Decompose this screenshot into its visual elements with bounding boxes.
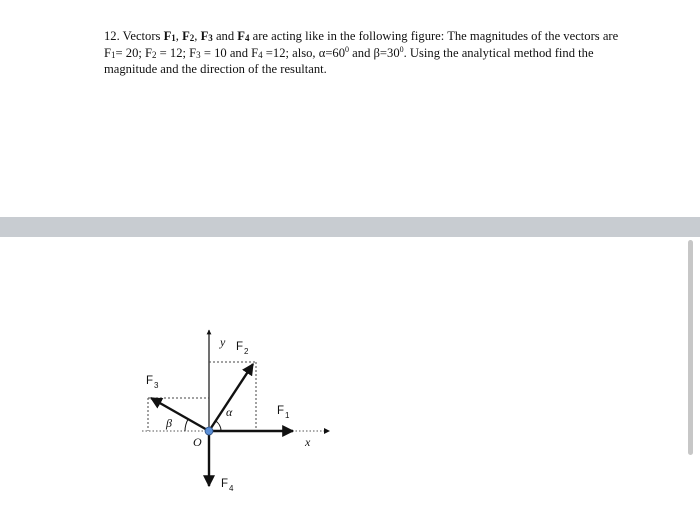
f1-label-sub: 1 <box>285 411 290 420</box>
f4-label: F <box>221 478 229 490</box>
vector-f3-label: F <box>200 29 209 43</box>
origin-label: O <box>193 435 202 449</box>
f2-label: F <box>236 341 244 353</box>
x-axis-arrowhead <box>324 428 330 434</box>
f3-label-sub: 3 <box>154 381 159 390</box>
beta-label: β <box>166 416 172 430</box>
f4-label-sub: 4 <box>229 484 234 493</box>
vector-f2-label: F <box>182 29 190 43</box>
vector-f2-arrow <box>209 364 253 431</box>
f1-label: F <box>277 405 285 417</box>
alpha-label: α <box>226 405 233 419</box>
problem-statement: 12. Vectors $F_1$, $F_2$, $F_3$ and $F_4$ are acting like in the following figure: The magnitudes of the vectors are $F_1= 20$; $F_2 = 12$; $F_3 = 10$ and $F_4 =12$; also, $\alpha=60^0$ and $\beta=30^0$. Using the analytical method find the magnitude and the direction of the resultant. <box>104 29 619 76</box>
f3-label: F <box>146 375 154 387</box>
vector-f1-label: F <box>163 29 172 43</box>
y-axis-label: y <box>220 335 226 349</box>
problem-number: 12. <box>104 29 120 43</box>
beta-arc <box>185 419 188 431</box>
origin-point <box>205 427 213 435</box>
x-axis-label: x <box>305 435 311 449</box>
vector-f4-label: F <box>237 29 245 43</box>
f2-label-sub: 2 <box>244 347 249 356</box>
vector-f3-arrow <box>151 398 209 431</box>
